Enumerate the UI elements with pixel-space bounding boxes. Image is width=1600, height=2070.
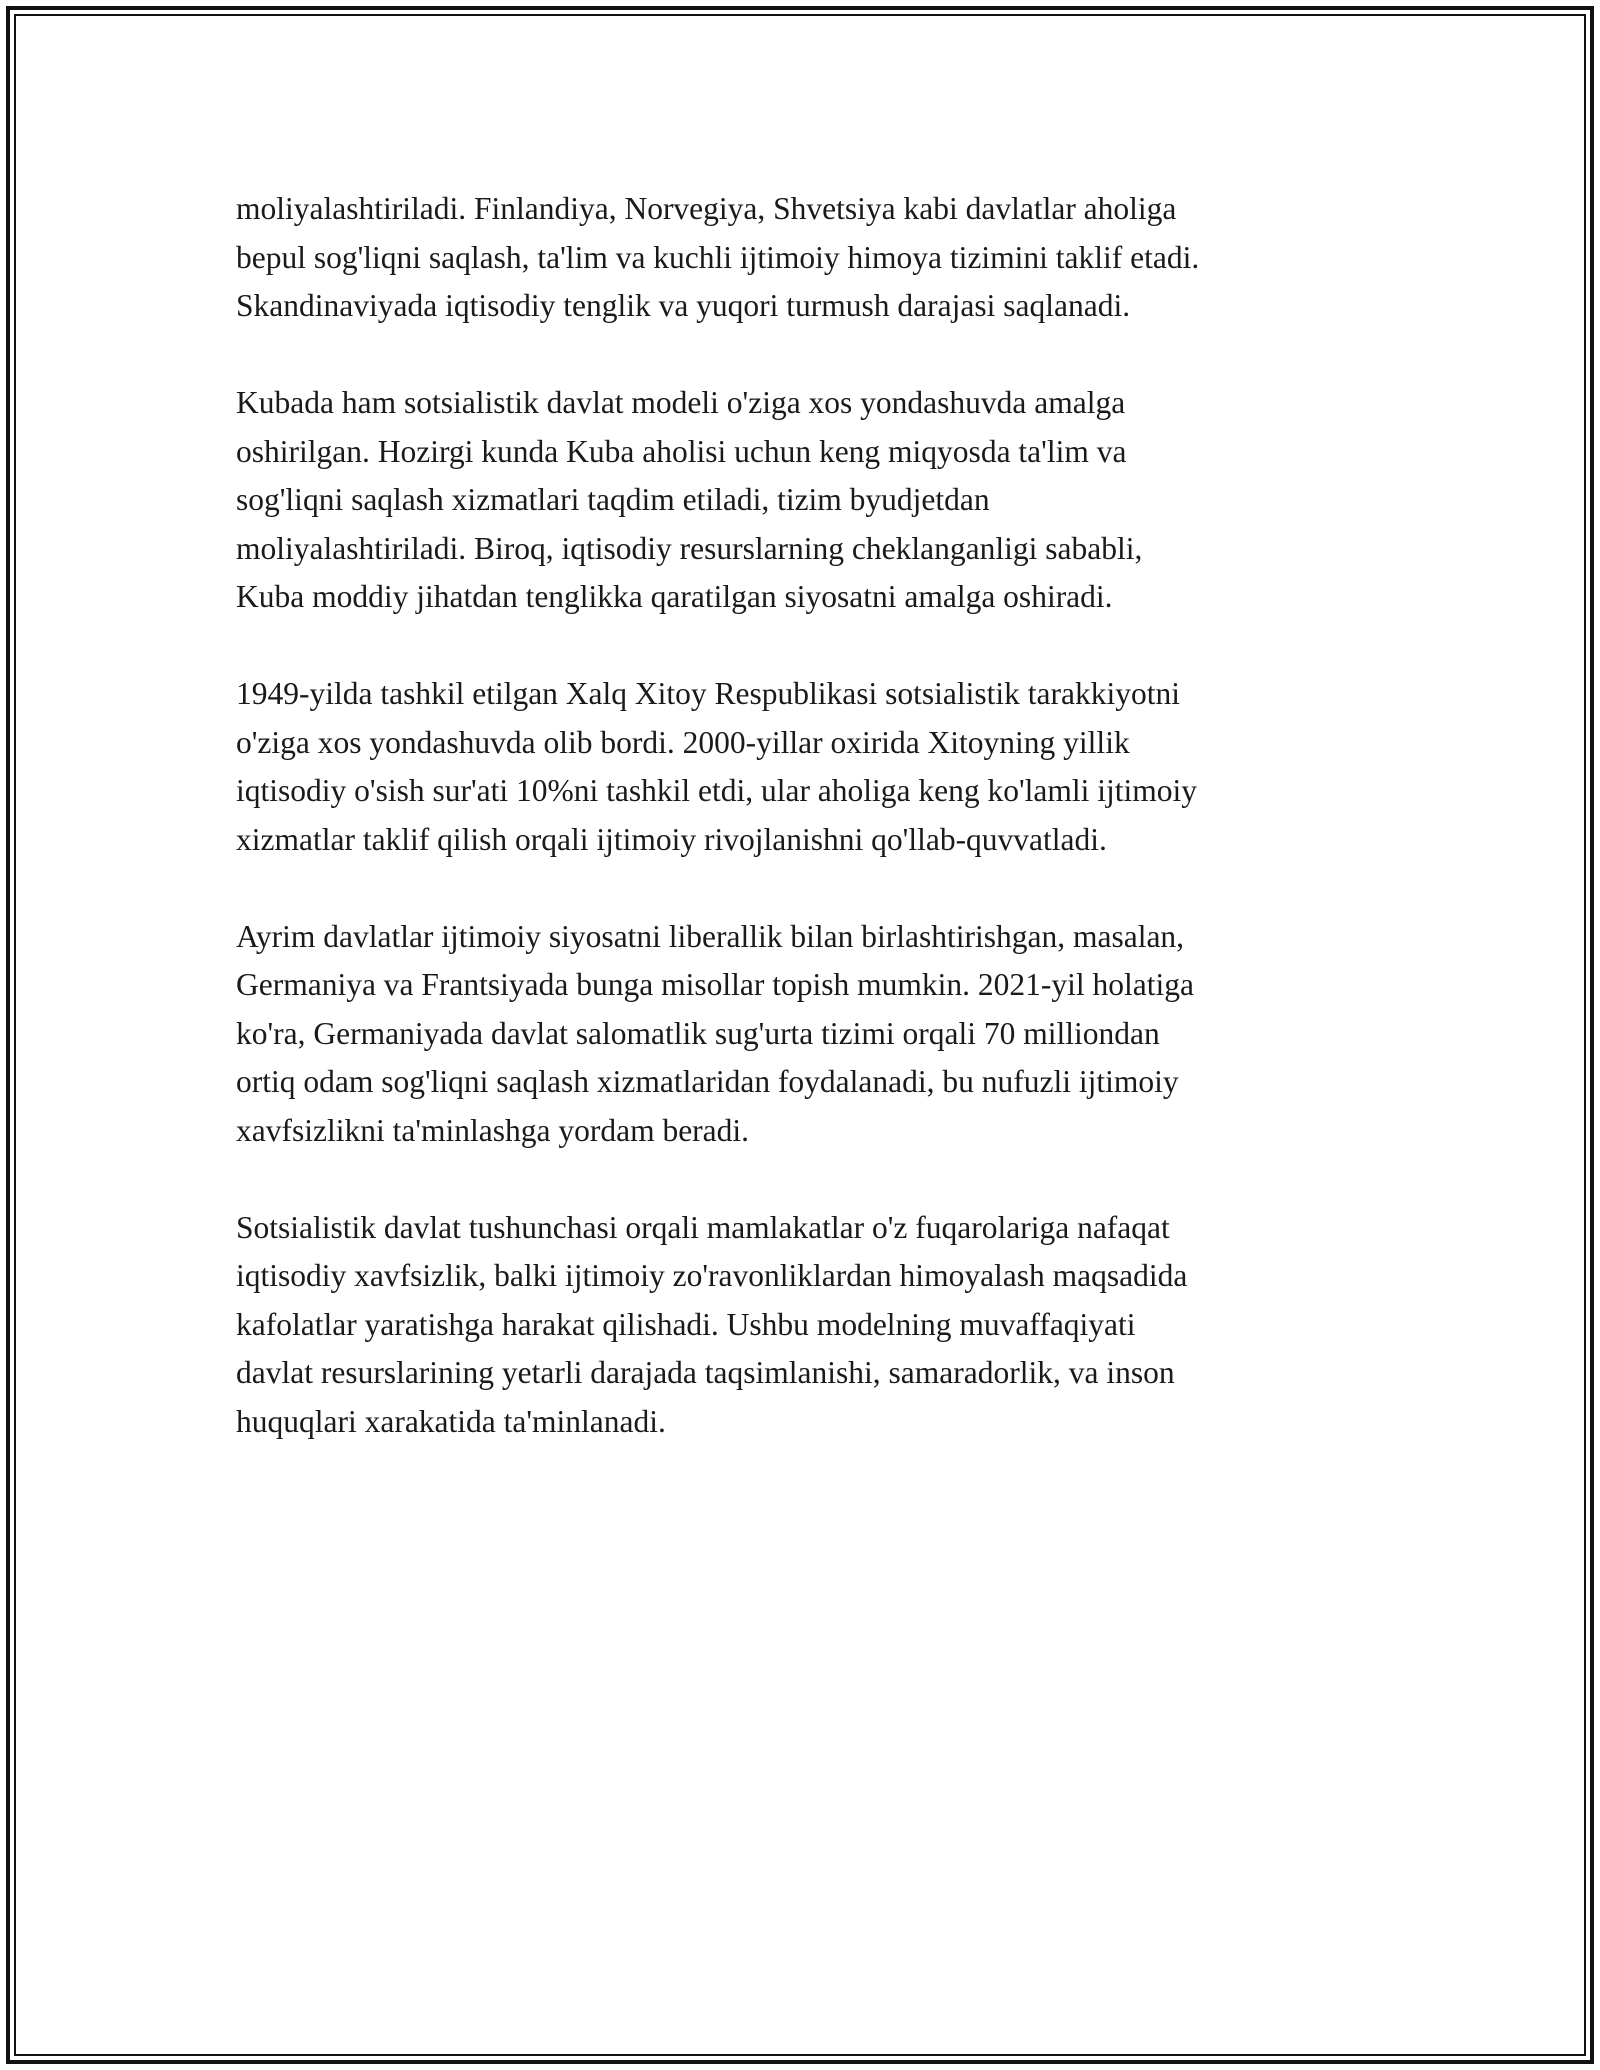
text-line: iqtisodiy xavfsizlik, balki ijtimoiy zo'ravonliklardan himoyalash maqsadida [236,1258,1188,1293]
text-line: Skandinaviyada iqtisodiy tenglik va yuqori turmush darajasi saqlanadi. [236,288,1131,323]
text-line: 1949-yilda tashkil etilgan Xalq Xitoy Respublikasi sotsialistik tarakkiyotni [236,676,1181,711]
text-line: o'ziga xos yondashuvda olib bordi. 2000-yillar oxirida Xitoyning yillik [236,724,1130,760]
paragraph-conclusion [236,1204,1376,1447]
text-line: Ayrim davlatlar ijtimoiy siyosatni liberallik bilan birlashtirishgan, masalan, [236,918,1185,954]
document-body [236,185,1376,1495]
text-line: xavfsizlikni ta'minlashga yordam beradi. [236,1112,750,1148]
text-line: iqtisodiy o'sish sur'ati 10%ni tashkil etdi, ular aholiga keng ko'lamli ijtimoiy [236,773,1198,808]
text-line: moliyalashtiriladi. Biroq, iqtisodiy resurslarning cheklanganligi sababli, [236,530,1143,566]
paragraph-germany-france [236,913,1376,1156]
text-line: Germaniya va Frantsiyada bunga misollar topish mumkin. 2021-yil holatiga [236,967,1194,1002]
text-line: Kuba moddiy jihatdan tenglikka qaratilgan siyosatni amalga oshiradi. [236,579,1113,614]
text-line: davlat resurslarining yetarli darajada taqsimlanishi, samaradorlik, va inson [236,1355,1175,1390]
paragraph-china [236,670,1376,864]
text-line: oshirilgan. Hozirgi kunda Kuba aholisi uchun keng miqyosda ta'lim va [236,433,1127,469]
text-line: xizmatlar taklif qilish orqali ijtimoiy rivojlanishni qo'llab-quvvatladi. [236,821,1107,857]
text-line: Kubada ham sotsialistik davlat modeli o'ziga xos yondashuvda amalga [236,385,1126,420]
text-line: bepul sog'liqni saqlash, ta'lim va kuchli ijtimoiy himoya tizimini taklif etadi. [236,239,1200,275]
paragraph-cuba [236,379,1376,622]
text-line: ko'ra, Germaniyada davlat salomatlik sug'urta tizimi orqali 70 milliondan [236,1015,1160,1051]
text-line: moliyalashtiriladi. Finlandiya, Norvegiya, Shvetsiya kabi davlatlar aholiga [236,191,1177,226]
paragraph-scandinavia [236,185,1376,331]
text-line: ortiq odam sog'liqni saqlash xizmatlaridan foydalanadi, bu nufuzli ijtimoiy [236,1064,1179,1099]
text-line: Sotsialistik davlat tushunchasi orqali mamlakatlar o'z fuqarolariga nafaqat [236,1209,1170,1245]
text-line: huquqlari xarakatida ta'minlanadi. [236,1403,666,1439]
text-line: sog'liqni saqlash xizmatlari taqdim etiladi, tizim byudjetdan [236,482,990,517]
text-line: kafolatlar yaratishga harakat qilishadi. Ushbu modelning muvaffaqiyati [236,1306,1136,1342]
